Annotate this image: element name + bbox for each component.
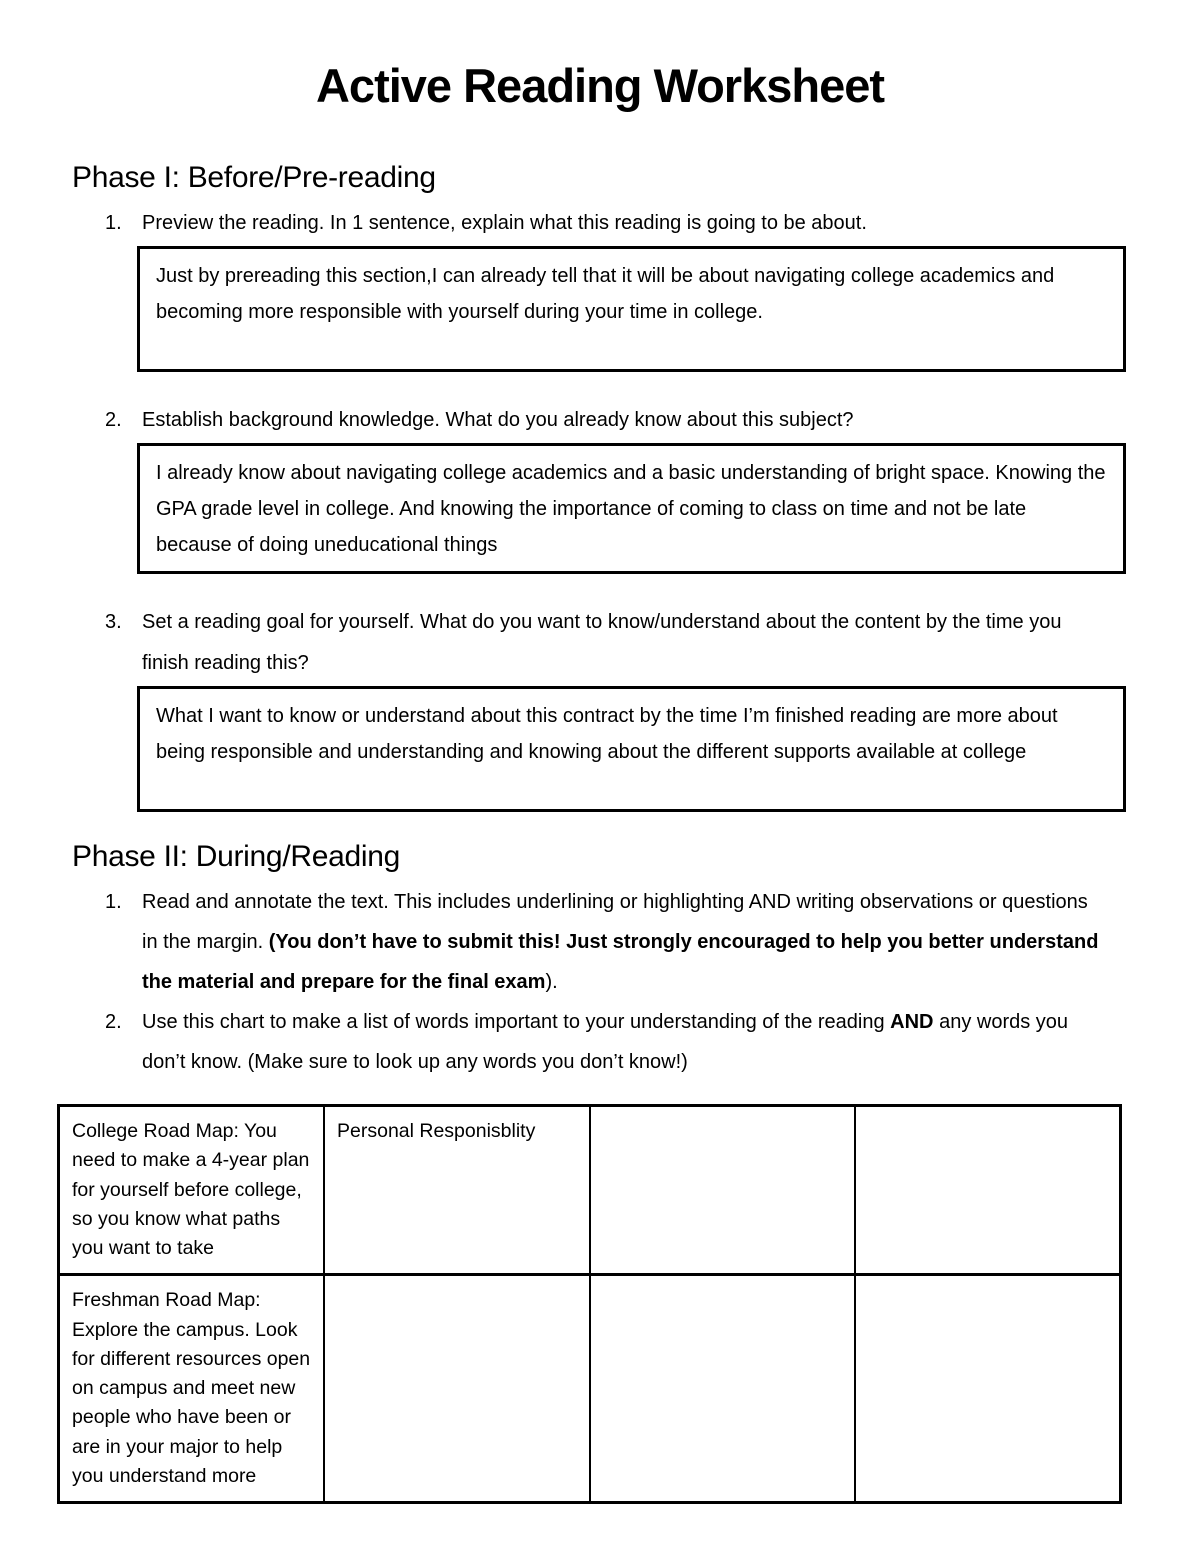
vocab-cell[interactable]	[590, 1106, 856, 1275]
answer-text: Just by prereading this section,I can already tell that it will be about navigating college academics and becoming more responsible with yourself during your time in college.	[156, 265, 1055, 323]
answer-box-reading-goal[interactable]	[137, 686, 1126, 812]
answer-text: What I want to know or understand about this contract by the time I’m finished reading are more about being responsible and understanding and knowing about the different supports available at college	[156, 705, 1058, 763]
vocab-cell[interactable]	[855, 1275, 1121, 1503]
phase2-item-2	[105, 1002, 1128, 1082]
answer-text: I already know about navigating college academics and a basic understanding of bright space. Knowing the GPA grade level in college. And knowing the importance of coming to class on time and not be late because of doing uneducational things	[156, 462, 1106, 556]
vocab-cell[interactable]: Personal Responisblity	[324, 1106, 590, 1275]
answer-box-background-knowledge[interactable]	[137, 443, 1126, 574]
prompt-tail-segment: any words you don’t know. (Make sure to look up any words you don’t know!)	[142, 1011, 1069, 1073]
phase1-item-3	[105, 602, 1128, 684]
phase2-item-1	[105, 882, 1128, 1002]
phase-2-section	[72, 840, 1128, 1082]
table-row	[59, 1275, 1121, 1503]
phase1-item-1	[105, 203, 1128, 244]
vocabulary-table	[57, 1104, 1122, 1504]
item-prompt	[142, 882, 1107, 1002]
answer-box-preview[interactable]	[137, 246, 1126, 372]
item-number: 2.	[105, 409, 122, 431]
prompt-normal-segment: Read and annotate the text. This includes underlining or highlighting AND writing observations or questions in the margin.	[142, 891, 1088, 953]
vocab-cell[interactable]	[324, 1275, 590, 1503]
item-prompt: Preview the reading. In 1 sentence, explain what this reading is going to be about.	[142, 212, 867, 234]
item-prompt: Establish background knowledge. What do you already know about this subject?	[142, 409, 854, 431]
vocab-cell[interactable]	[855, 1106, 1121, 1275]
item-number: 1.	[105, 212, 122, 234]
page-title: Active Reading Worksheet	[315, 59, 885, 112]
phase1-item-2	[105, 400, 1128, 441]
prompt-tail-segment: ).	[545, 971, 558, 993]
prompt-bold-segment: (You don’t have to submit this! Just strongly encouraged to help you better understand the material and prepare for the final exam	[142, 931, 1099, 993]
vocab-cell[interactable]: Freshman Road Map: Explore the campus. Look for different resources open on campus and meet new people who have been or are in your major to help you understand more	[59, 1275, 325, 1503]
item-number: 3.	[105, 611, 122, 633]
item-number: 1.	[105, 891, 122, 913]
prompt-bold-segment: AND	[890, 1011, 934, 1033]
vocab-cell[interactable]	[590, 1275, 856, 1503]
prompt-normal-segment: Use this chart to make a list of words important to your understanding of the reading	[142, 1011, 891, 1033]
item-number: 2.	[105, 1011, 122, 1033]
phase-1-heading: Phase I: Before/Pre-reading	[72, 161, 436, 194]
phase-2-heading: Phase II: During/Reading	[72, 840, 401, 873]
vocab-cell[interactable]: College Road Map: You need to make a 4-year plan for yourself before college, so you know what paths you want to take	[59, 1106, 325, 1275]
table-row	[59, 1106, 1121, 1275]
item-prompt: Set a reading goal for yourself. What do you want to know/understand about the content by the time you finish reading this?	[142, 611, 1062, 674]
phase-1-section	[72, 161, 1128, 812]
item-prompt	[142, 1002, 1107, 1082]
